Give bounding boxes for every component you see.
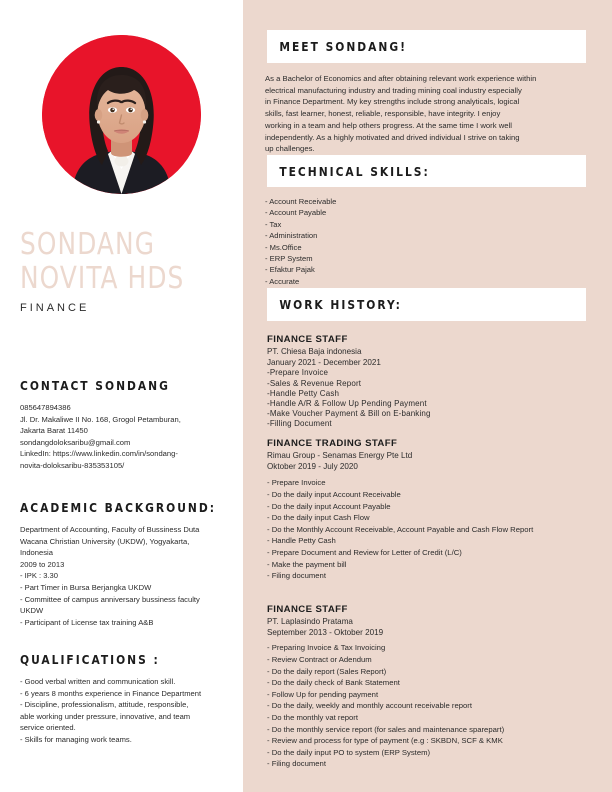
skill-item: - Accurate [265,276,300,286]
job-duty: - Filing document [267,571,326,581]
contact-email[interactable]: sondangdoloksaribu@gmail.com [20,437,131,447]
job-duty: - Do the daily, weekly and monthly account receivable report [267,701,472,711]
skill-item: - Efaktur Pajak [265,265,315,275]
academic-section [20,500,232,628]
qualification-line: service oriented. [20,723,76,733]
skill-item: - Ms.Office [265,242,302,252]
job-duty: - Do the daily input Account Receivable [267,490,401,499]
job-duty: - Filing document [267,759,326,769]
job-duty: -Prepare Invoice [267,368,329,378]
meet-paragraph-line: electrical manufacturing industry and trading mining coal industry especially [265,85,522,95]
skill-item: - Account Receivable [265,197,337,206]
job-dates: January 2021 - December 2021 [267,358,381,368]
portrait-illustration [42,35,201,194]
meet-paragraph-line: working in a team and help others progress. At the same time I work well [265,120,512,130]
academic-line: - Part Timer in Bursa Berjangka UKDW [20,582,152,592]
name-block [20,228,235,314]
skill-item: - Administration [265,231,318,241]
meet-paragraph-line: skills, fast learner, honest, reliable, responsible, have integrity. I enjoy [265,109,501,119]
academic-line: Department of Accounting, Faculty of Bussiness Duta [20,525,200,534]
skill-item: - ERP System [265,254,313,264]
job-duty: - Follow Up for pending payment [267,689,379,699]
job-title: FINANCE STAFF [267,604,348,615]
job-duties [267,477,587,581]
job-dates: Oktober 2019 - July 2020 [267,462,358,472]
contact-line: Jakarta Barat 11450 [20,426,88,436]
meet-paragraph [265,73,587,155]
job-duties [267,368,587,429]
contact-line: Jl. Dr. Makaliwe II No. 168, Grogol Petamburan, [20,414,181,424]
contact-linkedin[interactable]: LinkedIn: https://www.linkedin.com/in/sondang- [20,449,178,459]
qualifications-details [20,676,232,746]
job-duty: - Do the daily input Cash Flow [267,513,370,523]
job-duty: - Do the daily report (Sales Report) [267,666,387,676]
skill-item: - Tax [265,219,282,229]
job-company: PT. Laplasindo Pratama [267,617,353,626]
contact-heading: CONTACT SONDANG [20,378,170,393]
technical-skills-heading-box [267,155,586,187]
technical-skills-list [265,196,587,287]
job-title: FINANCE STAFF [267,334,348,345]
academic-line: - Participant of License tax training A&B [20,617,154,627]
qualification-line: able working under pressure, innovative, and team [20,711,191,721]
job-duty: - Make the payment bill [267,559,347,569]
left-column [0,0,243,792]
qualifications-section [20,652,232,746]
skill-item: - Account Payable [265,208,327,218]
meet-heading-box [267,30,586,63]
job-duty: - Review Contract or Adendum [267,655,372,664]
academic-line: Wacana Christian University (UKDW), Yogyakarta, [20,536,190,546]
academic-line: - Committee of campus anniversary bussiness faculty [20,594,200,604]
meet-paragraph-line: independently. As a highly motivated and drived individual I strive on taking [265,132,520,142]
job-duty: -Handle A/R & Follow Up Pending Payment [267,399,427,409]
qualification-line: - 6 years 8 months experience in Finance Department [20,688,202,698]
job-duty: -Handle Petty Cash [267,388,340,398]
academic-heading: ACADEMIC BACKGROUND: [20,500,216,515]
first-name: SONDANG [20,227,156,262]
job-duty: - Prepare Document and Review for Letter of Credit (L/C) [267,547,462,557]
job-duties [267,642,587,770]
meet-paragraph-line: As a Bachelor of Economics and after obtaining relevant work experience within [265,74,537,83]
portrait-photo [42,35,201,194]
job-duty: - Review and process for type of payment (e.g : SKBDN, SCF & KMK [267,736,503,746]
contact-line: 085647894386 [20,403,71,412]
academic-line: Indonesia [20,548,53,558]
job-duty: - Do the monthly service report (for sales and maintenance sparepart) [267,724,505,734]
job-company: PT. Chiesa Baja indonesia [267,347,362,356]
job-duty: - Prepare Invoice [267,478,326,488]
job-dates: September 2013 - Oktober 2019 [267,628,384,638]
job-duty: -Make Voucher Payment & Bill on E-banking [267,409,431,419]
job-role: FINANCE [20,302,90,314]
last-name: NOVITA HDS [20,261,185,296]
job-entry [267,604,587,770]
job-duty: - Handle Petty Cash [267,536,336,546]
job-duty: - Do the daily input Account Payable [267,501,391,511]
qualification-line: - Good verbal written and communication skill. [20,677,176,686]
job-duty: - Preparing Invoice & Tax Invoicing [267,643,386,653]
meet-paragraph-line: up challenges. [265,144,315,154]
contact-details [20,402,232,472]
job-duty: - Do the daily input PO to system (ERP System) [267,747,431,757]
qualification-line: - Discipline, professionalism, attitude, responsible, [20,700,189,710]
contact-linkedin-cont[interactable]: novita-doloksaribu-835353105/ [20,460,125,470]
meet-heading: MEET SONDANG! [279,39,407,54]
job-duty: - Do the monthly vat report [267,712,359,722]
meet-paragraph-line: in Finance Department. My key strengths include strong analyticals, logical [265,97,520,107]
academic-line: 2009 to 2013 [20,559,65,569]
contact-section [20,378,232,472]
work-history-heading-box [267,288,586,321]
job-duty: -Sales & Revenue Report [267,378,362,388]
qualification-line: - Skills for managing work teams. [20,734,132,744]
job-entry [267,334,587,430]
job-duty: -Filling Document [267,419,332,429]
job-title: FINANCE TRADING STAFF [267,438,398,449]
work-history-heading: WORK HISTORY: [279,297,402,312]
academic-line: UKDW [20,606,44,616]
job-company: Rimau Group - Senamas Energy Pte Ltd [267,451,413,460]
academic-line: - IPK : 3.30 [20,571,58,581]
technical-skills-heading: TECHNICAL SKILLS: [279,163,430,179]
job-entry [267,438,587,582]
job-duty: - Do the Monthly Account Receivable, Account Payable and Cash Flow Report [267,524,534,534]
qualifications-heading: QUALIFICATIONS : [20,652,160,667]
job-duty: - Do the daily check of Bank Statement [267,678,400,688]
academic-details [20,524,232,628]
